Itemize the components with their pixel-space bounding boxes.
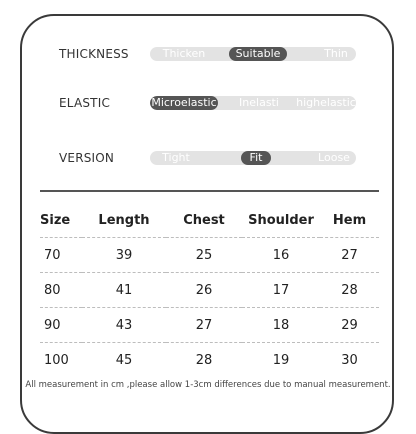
table-cell: 45 [82,343,166,378]
version-scale [150,151,356,165]
measurement-note: All measurement in cm ,please allow 1-3cm differences due to manual measurement. [25,380,391,390]
elastic-scale [150,96,356,110]
table-cell: 25 [166,238,242,273]
table-cell: 28 [166,343,242,378]
header-shoulder: Shoulder [248,212,314,228]
section-divider [40,190,379,192]
table-cell: 41 [82,273,166,308]
table-cell: 30 [320,343,379,378]
table-cell: 29 [320,308,379,343]
scale-option-selected: Fit [241,151,271,165]
scale-option: Thicken [162,47,206,60]
table-cell: 27 [166,308,242,343]
scale-option: highelastic [296,96,356,109]
thickness-scale [150,47,356,61]
header-hem: Hem [332,212,367,228]
header-chest: Chest [183,212,225,228]
table-cell: 19 [242,343,320,378]
attribute-label: THICKNESS [59,47,129,61]
scale-option: Loose [318,151,350,164]
attribute-row-thickness [0,46,416,62]
table-row [40,343,379,378]
attribute-row-elastic [0,95,416,111]
table-cell: 27 [320,238,379,273]
attribute-label: VERSION [59,151,115,165]
scale-option: Tight [162,151,190,164]
scale-option: Thin [324,47,348,60]
scale-option-selected: Microelastic [151,96,217,109]
scale-option-selected: Suitable [229,47,287,61]
attribute-row-version [0,150,416,166]
attribute-label: ELASTIC [59,96,111,110]
table-cell: 90 [40,308,82,343]
table-cell: 39 [82,238,166,273]
size-table [40,203,379,377]
table-row [40,308,379,343]
scale-option: Inelasti [239,96,279,109]
table-cell: 70 [40,238,82,273]
header-size: Size [40,212,71,228]
table-row [40,273,379,308]
table-header-row [40,203,379,238]
table-cell: 43 [82,308,166,343]
table-cell: 80 [40,273,82,308]
table-cell: 100 [40,343,82,378]
table-cell: 18 [242,308,320,343]
table-cell: 17 [242,273,320,308]
table-row [40,238,379,273]
table-cell: 16 [242,238,320,273]
header-length: Length [98,212,150,228]
table-cell: 28 [320,273,379,308]
table-cell: 26 [166,273,242,308]
